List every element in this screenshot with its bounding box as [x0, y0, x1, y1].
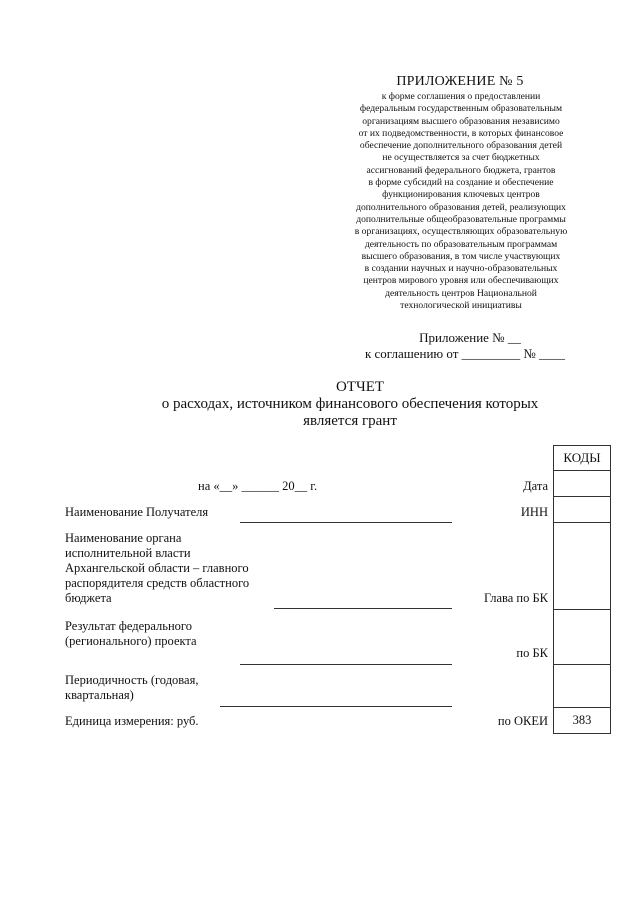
appendix-description: [330, 91, 592, 312]
appendix-title: ПРИЛОЖЕНИЕ № 5: [396, 74, 524, 89]
periodicity-label-line: Периодичность (годовая,: [65, 673, 199, 687]
appendix-description-line: в организациях, осуществляющих образовательную: [354, 226, 568, 238]
appendix-description-line: в создании научных и научно-образовательных: [364, 263, 558, 275]
report-subtitle-line-1: о расходах, источником финансового обеспечения которых: [161, 396, 539, 412]
periodicity-label: [65, 673, 198, 703]
appendix-description-line: обеспечение дополнительного образования детей: [359, 140, 563, 152]
agreement-reference: к соглашению от _________ № ____: [364, 346, 566, 361]
appendix-description-line: к форме соглашения о предоставлении: [381, 91, 541, 102]
periodicity-label-line: квартальная): [65, 688, 134, 702]
codes-cell-inn[interactable]: [553, 496, 611, 523]
recipient-label: Наименование Получателя: [65, 505, 209, 519]
authority-label: [65, 531, 249, 606]
codes-cell-periodicity[interactable]: [553, 664, 611, 708]
okei-code-value: 383: [572, 713, 592, 727]
report-date-field[interactable]: на «__» ______ 20__ г.: [198, 479, 318, 493]
project-input-line[interactable]: [240, 664, 452, 665]
authority-input-line[interactable]: [274, 608, 452, 609]
appendix-description-line: деятельность по образовательным программам: [364, 238, 558, 250]
appendix-number: Приложение № __: [419, 330, 521, 345]
appendix-description-line: не осуществляется за счет бюджетных: [382, 152, 540, 164]
appendix-description-line: дополнительные общеобразовательные программы: [356, 213, 566, 225]
appendix-description-line: в форме субсидий на создание и обеспечение: [368, 177, 554, 189]
appendix-description-line: ассигнований федерального бюджета, грантов: [366, 164, 556, 176]
report-title: ОТЧЕТ: [335, 379, 385, 395]
appendix-description-line: центров мирового уровня или обеспечивающих: [363, 275, 559, 287]
authority-label-line: Архангельской области – главного: [65, 561, 249, 575]
project-label-line: (регионального) проекта: [65, 634, 197, 648]
project-label-line: Результат федерального: [65, 619, 192, 633]
recipient-input-line[interactable]: [240, 522, 452, 523]
codes-cell-date[interactable]: [553, 470, 611, 497]
codes-cell-okei[interactable]: [553, 707, 611, 734]
authority-label-line: распорядителя средств областного: [65, 576, 250, 590]
appendix-description-line: функционирования ключевых центров: [382, 189, 540, 201]
codes-row-label-glava-bk: Глава по БК: [483, 591, 548, 605]
report-subtitle-line-2: является грант: [303, 413, 397, 429]
appendix-description-line: дополнительного образования детей, реализующих: [356, 201, 566, 213]
codes-header-cell: [553, 445, 611, 471]
appendix-description-line: технологической инициативы: [400, 300, 522, 312]
codes-header: КОДЫ: [563, 450, 601, 465]
periodicity-input-line[interactable]: [220, 706, 452, 707]
codes-row-label-bk: по БК: [516, 646, 548, 660]
unit-label: Единица измерения: руб.: [65, 714, 199, 728]
appendix-description-line: федеральным государственным образовательным: [359, 103, 563, 115]
appendix-description-line: организациям высшего образования независимо: [362, 115, 560, 127]
appendix-description-line: деятельность центров Национальной: [385, 287, 537, 299]
authority-label-line: бюджета: [65, 591, 112, 605]
authority-label-line: Наименование органа: [65, 531, 182, 545]
codes-row-label-date: Дата: [523, 479, 548, 493]
appendix-description-line: высшего образования, в том числе участвующих: [361, 250, 561, 262]
codes-row-label-okei: по ОКЕИ: [497, 714, 548, 728]
codes-row-label-inn: ИНН: [520, 505, 548, 519]
codes-cell-bk[interactable]: [553, 609, 611, 665]
codes-cell-glava-bk[interactable]: [553, 522, 611, 610]
appendix-description-line: от их подведомственности, в которых финансовое: [358, 127, 564, 139]
project-label: [65, 619, 197, 649]
authority-label-line: исполнительной власти: [65, 546, 191, 560]
